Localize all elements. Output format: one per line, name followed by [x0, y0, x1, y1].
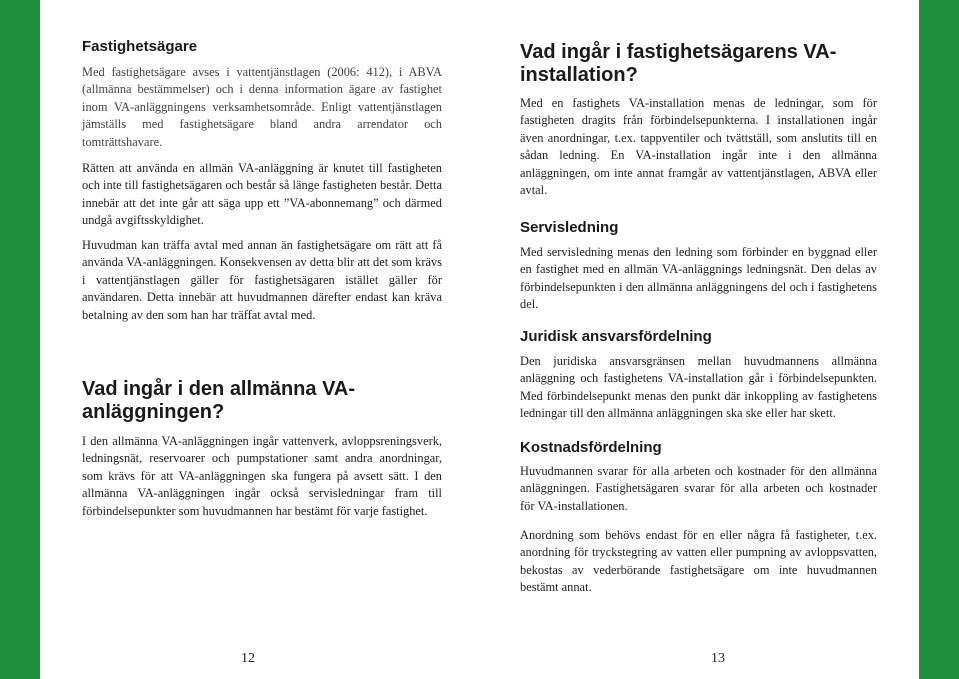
paragraph-cost-distribution: Huvudmannen svarar för alla arbeten och kostnader för den allmänna anläggningen. Fastighetsägaren svarar för alla arbeten och kostnader för VA-installationen.	[520, 464, 877, 513]
paragraph-owner-installation: Med en fastighets VA-installation menas de ledningar, som för fastigheten dragits från förbindelsepunkterna. I installationen ingår även anordningar, t.ex. tappventiler och tvättställ, som anslutits till en sådan ledning. En VA-installation ingår inte i den allmänna anläggningen, om inte annat framgår av vattentjänstlagen, ABVA eller avtal.	[520, 96, 877, 198]
heading-fastighetsagare: Fastighetsägare	[82, 38, 198, 55]
paragraph-owner-rights: Rätten att använda en allmän VA-anläggning är knutet till fastigheten och inte till fastighetsägaren och består så länge fastigheten består. Detta innebär att det inte går att säga upp ett ”VA-abonnemang” och därmed undgå avgiftsskyldighet.	[82, 161, 442, 228]
heading-kostnadsfordelning: Kostnadsfördelning	[520, 439, 662, 456]
heading-public-facility: Vad ingår i den allmänna VA-anläggningen?	[82, 378, 356, 423]
heading-owner-installation: Vad ingår i fastighetsägarens VA-installation?	[520, 41, 837, 86]
paragraph-cost-special: Anordning som behövs endast för en eller några få fastigheter, t.ex. anordning för tryckstegring av vatten eller pumpning av avloppsvatten, bekostas av vederbörande fastighetsägare om inte huvudmannen bestämt annat.	[520, 528, 877, 595]
paragraph-servisledning: Med servisledning menas den ledning som förbinder en byggnad eller en fastighet med en allmän VA-anläggnings ledningsnät. Den delas av förbindelsepunkten i den allmänna anläggningens del och i fastighetens del.	[520, 245, 877, 312]
paragraph-public-facility: I den allmänna VA-anläggningen ingår vattenverk, avloppsreningsverk, ledningsnät, reservoarer och pumpstationer samt andra anordningar, som krävs för att VA-anläggningen ska fungera på avsett sätt. I den allmänna VA-anläggningen ingår också servisledningar fram till förbindelsepunkter som huvudmannen har bestämt för varje fastighet.	[82, 434, 442, 518]
paragraph-juridisk-ansvarsfordelning: Den juridiska ansvarsgränsen mellan huvudmannens allmänna anläggning och fastighetens VA-installation går i förbindelsepunkten. Med förbindelsepunkt menas den punkt där inkoppling av fastighetens ledningar till den allmänna anläggningen ska ske eller har skett.	[520, 354, 877, 421]
left-green-edge	[0, 0, 40, 679]
page-number-left: 12	[241, 651, 255, 666]
paragraph-owner-definition: Med fastighetsägare avses i vattentjänstlagen (2006: 412), i ABVA (allmänna bestämmelser) och i denna information ägare av fastighet inom VA-anläggningens verksamhetsområde. Enligt vattentjänstlagen jämställs med fastighetsägare bland andra arrendator och tomträttshavare.	[82, 65, 442, 149]
right-green-edge	[919, 0, 959, 679]
page-number-right: 13	[711, 651, 725, 666]
heading-servisledning: Servisledning	[520, 219, 619, 236]
heading-juridisk-ansvarsfordelning: Juridisk ansvarsfördelning	[520, 328, 712, 345]
paragraph-owner-agreement: Huvudman kan träffa avtal med annan än fastighetsägare om rätt att få använda VA-anläggningen. Konsekvensen av detta blir att det som krävs i vattentjänstlagen gäller för fastighetsägaren istället gäller för användaren. Detta innebär att huvudmannen därefter endast kan kräva betalning av den som han har träffat avtal med.	[82, 238, 442, 322]
